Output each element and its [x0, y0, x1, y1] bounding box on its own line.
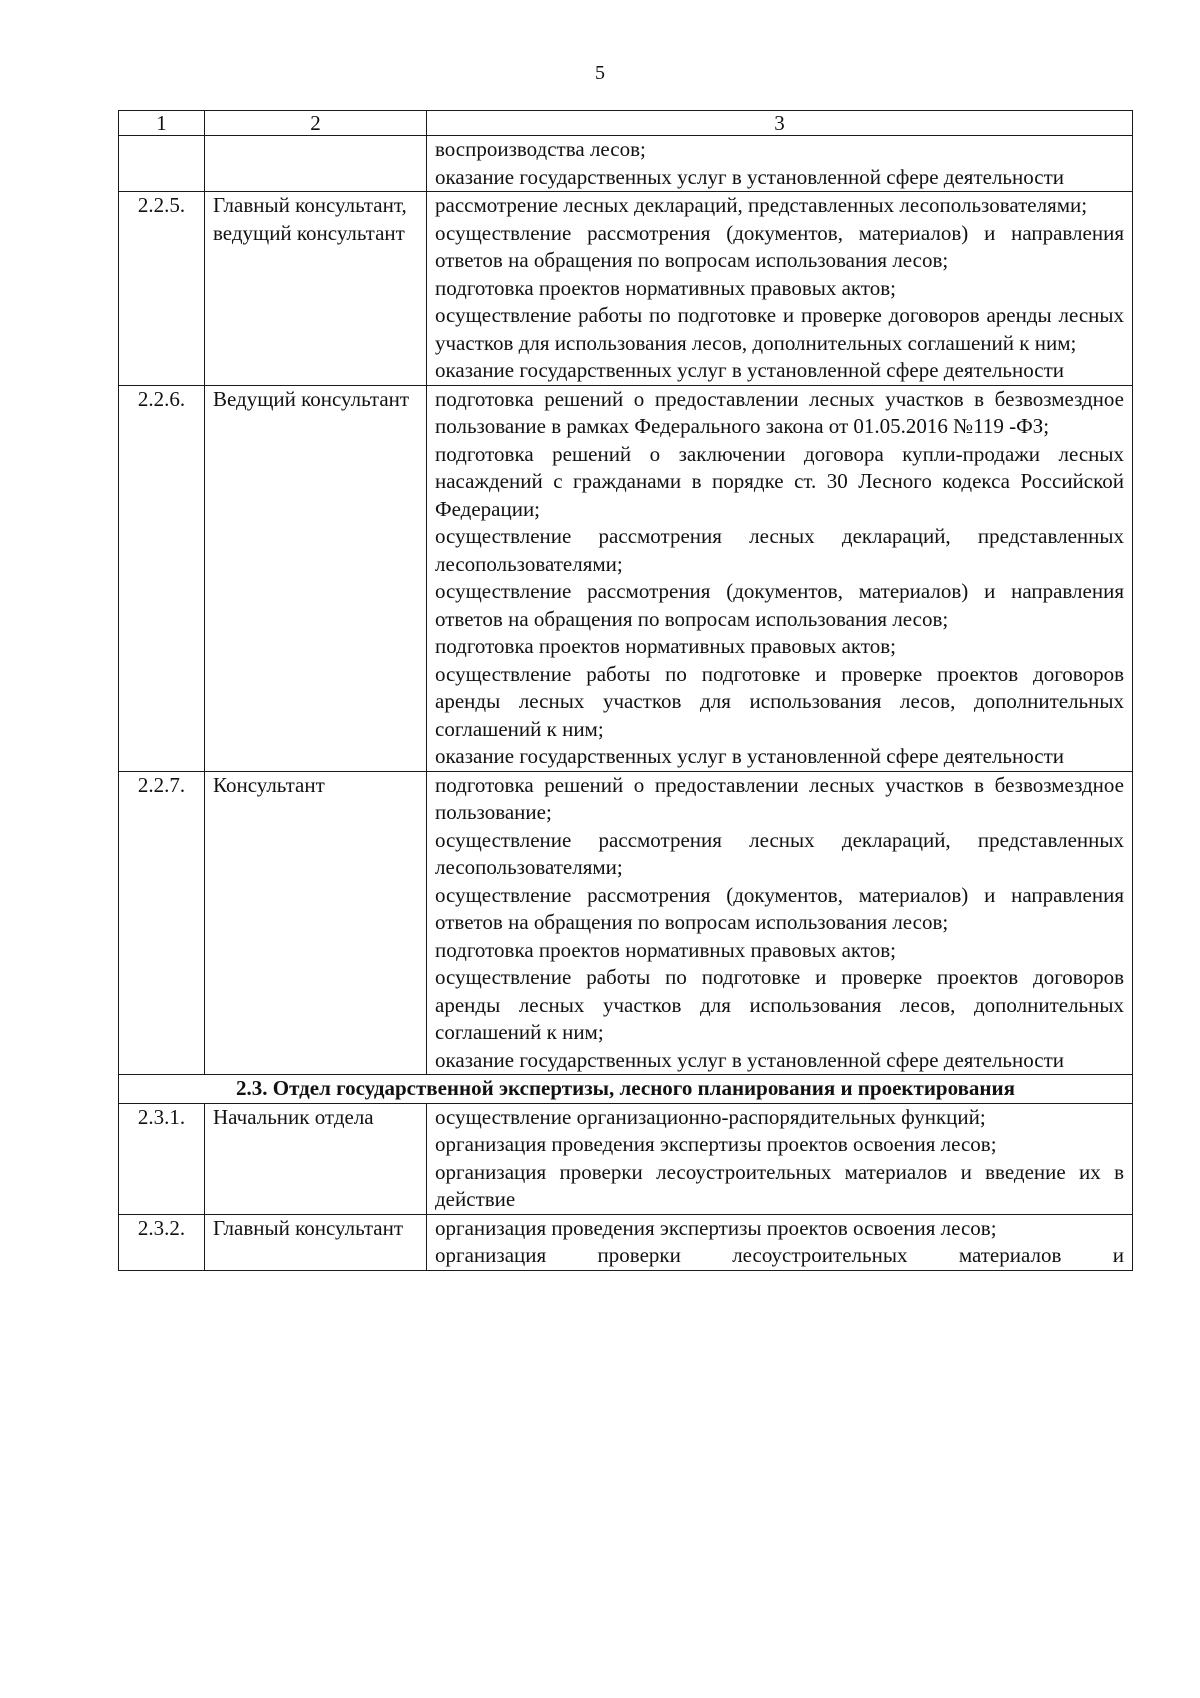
- table-header-row: [119, 111, 1133, 136]
- row-number: [119, 136, 205, 192]
- duty-item: осуществление рассмотрения лесных деклараций, представленных лесопользователями;: [435, 524, 1124, 576]
- table-row: [119, 1214, 1133, 1270]
- duty-item: осуществление рассмотрения лесных деклараций, представленных лесопользователями;: [435, 827, 1124, 879]
- table-row: [119, 192, 1133, 386]
- page-number: 5: [595, 62, 605, 84]
- duty-item: подготовка решений о заключении договора купли-продажи лесных насаждений с гражданами в порядке ст. 30 Лесного кодекса Российской Федерации;: [435, 441, 1124, 521]
- duty-item: подготовка решений о предоставлении лесных участков в безвозмездное пользование в рамках Федерального закона от 01.05.2016 №119 -ФЗ;: [435, 386, 1124, 438]
- duty-item: воспроизводства лесов;: [435, 137, 646, 161]
- duty-item: осуществление рассмотрения (документов, материалов) и направления ответов на обращения по вопросам использования лесов;: [435, 882, 1124, 934]
- row-position: Главный консультант, ведущий консультант: [205, 192, 427, 386]
- row-number: 2.3.2.: [119, 1214, 205, 1270]
- section-heading: 2.3. Отдел государственной экспертизы, лесного планирования и проектирования: [119, 1075, 1133, 1104]
- row-number: 2.2.6.: [119, 385, 205, 771]
- duty-item: осуществление рассмотрения (документов, материалов) и направления ответов на обращения по вопросам использования лесов;: [435, 579, 1124, 631]
- row-position: [205, 136, 427, 192]
- table-row: [119, 136, 1133, 192]
- row-duties: [427, 192, 1133, 386]
- duty-item: осуществление рассмотрения (документов, материалов) и направления ответов на обращения по вопросам использования лесов;: [435, 220, 1124, 272]
- header-col-2: 2: [205, 111, 427, 136]
- duty-item: подготовка решений о предоставлении лесных участков в безвозмездное пользование;: [435, 772, 1124, 824]
- row-position: Ведущий консультант: [205, 385, 427, 771]
- duty-item: оказание государственных услуг в установленной сфере деятельности: [435, 358, 1064, 382]
- row-position: Консультант: [205, 771, 427, 1075]
- header-col-1: 1: [119, 111, 205, 136]
- row-position: Главный консультант: [205, 1214, 427, 1270]
- row-position: Начальник отдела: [205, 1103, 427, 1214]
- table-row: [119, 771, 1133, 1075]
- row-duties: [427, 1103, 1133, 1214]
- duty-item: осуществление работы по подготовке и проверке проектов договоров аренды лесных участков для использования лесов, дополнительных соглашений к ним;: [435, 965, 1124, 1044]
- table-row: [119, 1103, 1133, 1214]
- row-duties: [427, 385, 1133, 771]
- duty-item: подготовка проектов нормативных правовых актов;: [435, 634, 896, 658]
- duty-item: осуществление работы по подготовке и проверке проектов договоров аренды лесных участков для использования лесов, дополнительных соглашений к ним;: [435, 661, 1124, 741]
- duty-item: оказание государственных услуг в установленной сфере деятельности: [435, 744, 1064, 768]
- duties-table: [118, 110, 1133, 1271]
- duty-item: организация проверки лесоустроительных материалов и: [435, 1243, 1124, 1267]
- duty-item: организация проведения экспертизы проектов освоения лесов;: [435, 1132, 997, 1156]
- row-duties: [427, 1214, 1133, 1270]
- duty-item: рассмотрение лесных деклараций, представленных лесопользователями;: [435, 193, 1088, 217]
- duty-item: оказание государственных услуг в установленной сфере деятельности: [435, 164, 1064, 189]
- row-duties: [427, 771, 1133, 1075]
- header-col-3: 3: [427, 111, 1133, 136]
- duty-item: подготовка проектов нормативных правовых актов;: [435, 275, 896, 300]
- row-number: 2.2.5.: [119, 192, 205, 386]
- duty-item: подготовка проектов нормативных правовых актов;: [435, 937, 896, 962]
- row-number: 2.3.1.: [119, 1103, 205, 1214]
- row-duties: [427, 136, 1133, 192]
- section-row: [119, 1075, 1133, 1104]
- table-row: [119, 385, 1133, 771]
- duty-item: организация проверки лесоустроительных материалов и введение их в действие: [435, 1159, 1124, 1211]
- duty-item: осуществление организационно-распорядительных функций;: [435, 1104, 986, 1129]
- duty-item: оказание государственных услуг в установленной сфере деятельности: [435, 1047, 1064, 1072]
- duty-item: организация проведения экспертизы проектов освоения лесов;: [435, 1215, 997, 1240]
- duty-item: осуществление работы по подготовке и проверке договоров аренды лесных участков для использования лесов, дополнительных соглашений к ним;: [435, 303, 1124, 355]
- row-number: 2.2.7.: [119, 771, 205, 1075]
